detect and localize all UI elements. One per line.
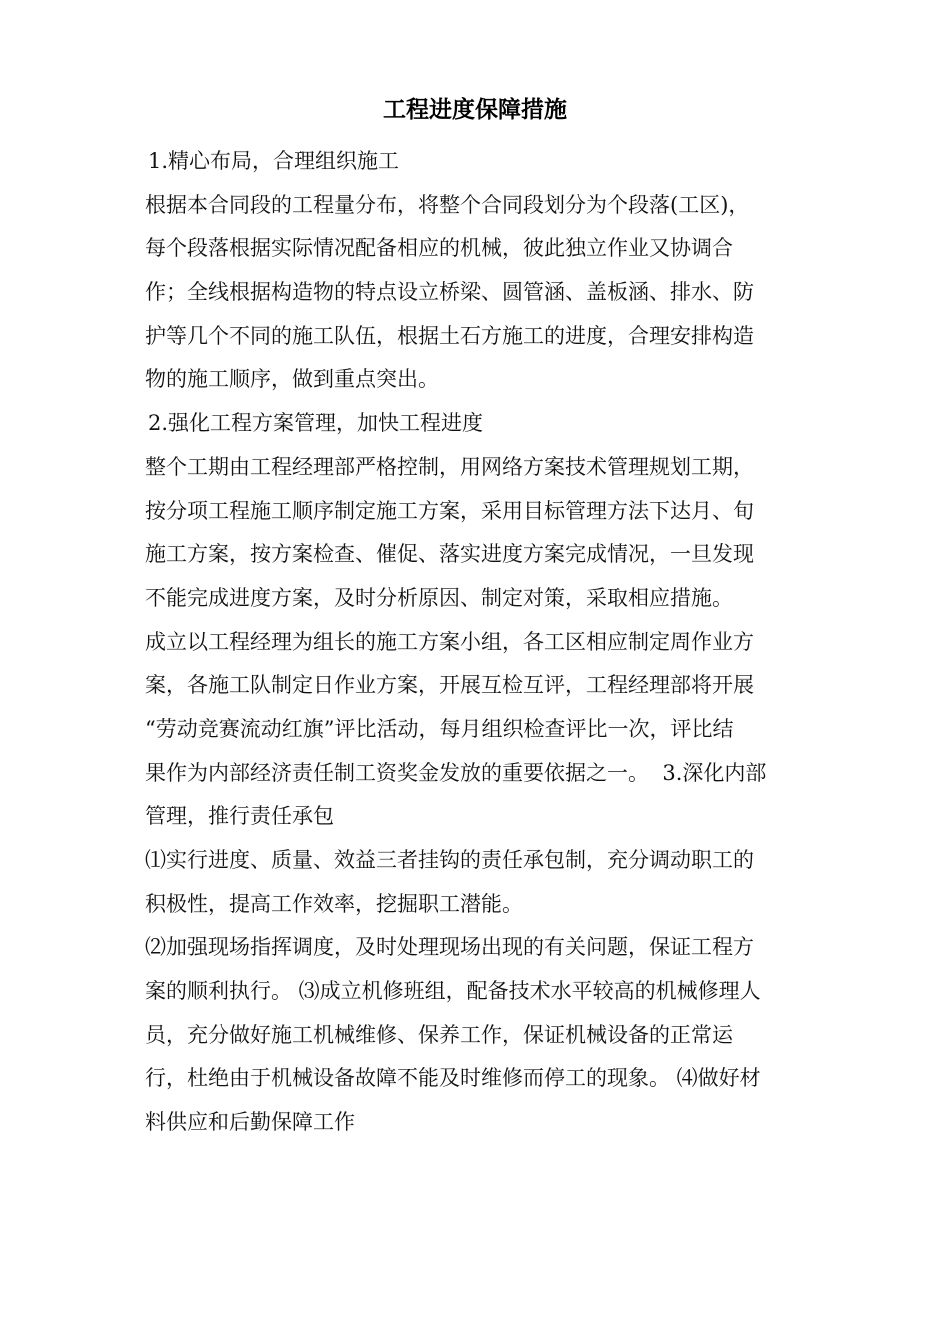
paragraph-line: 管理，推行责任承包 (145, 804, 334, 829)
paragraph-line: 整个工期由工程经理部严格控制，用网络方案技术管理规划工期， (145, 454, 754, 479)
paragraph-line: 料供应和后勤保障工作 (145, 1110, 355, 1135)
paragraph-line: 成立以工程经理为组长的施工方案小组，各工区相应制定周作业方 (145, 629, 754, 654)
paragraph-line: 行，杜绝由于机械设备故障不能及时维修而停工的现象。 ⑷做好材 (145, 1066, 761, 1091)
section-heading-1: 1.精心布局，合理组织施工 (148, 149, 400, 173)
paragraph-line: 按分项工程施工顺序制定施工方案，采用目标管理方法下达月、旬 (145, 498, 754, 523)
paragraph-line: ⑴实行进度、质量、效益三者挂钩的责任承包制，充分调动职工的 (145, 848, 754, 872)
paragraph-line: 果作为内部经济责任制工资奖金发放的重要依据之一。 3.深化内部 (145, 760, 767, 785)
paragraph-line: 物的施工顺序，做到重点突出。 (145, 367, 439, 392)
paragraph-line: “劳动竞赛流动红旗”评比活动，每月组织检查评比一次，评比结 (145, 716, 734, 741)
paragraph-line: 施工方案，按方案检查、催促、落实进度方案完成情况，一旦发现 (145, 542, 754, 567)
paragraph-line: ⑵加强现场指挥调度，及时处理现场出现的有关问题，保证工程方 (145, 935, 754, 960)
paragraph-line: 积极性，提高工作效率，挖掘职工潜能。 (145, 891, 523, 916)
paragraph-line: 案的顺利执行。 ⑶成立机修班组，配备技术水平较高的机械修理人 (145, 979, 761, 1004)
paragraph-line: 案，各施工队制定日作业方案，开展互检互评，工程经理部将开展 (145, 673, 754, 698)
paragraph-line: 根据本合同段的工程量分布，将整个合同段划分为个段落(工区)， (145, 192, 750, 217)
paragraph-line: 护等几个不同的施工队伍，根据土石方施工的进度，合理安排构造 (145, 323, 754, 348)
document-title: 工程进度保障措施 (383, 97, 567, 123)
section-heading-2: 2.强化工程方案管理，加快工程进度 (148, 411, 484, 436)
paragraph-line: 员，充分做好施工机械维修、保养工作，保证机械设备的正常运 (145, 1022, 733, 1047)
paragraph-line: 作；全线根据构造物的特点设立桥梁、圆管涵、盖板涵、排水、防 (145, 280, 754, 305)
paragraph-line: 不能完成进度方案，及时分析原因、制定对策，采取相应措施。 (145, 585, 733, 610)
paragraph-line: 每个段落根据实际情况配备相应的机械，彼此独立作业又协调合 (145, 236, 733, 261)
document-body (145, 140, 805, 1145)
